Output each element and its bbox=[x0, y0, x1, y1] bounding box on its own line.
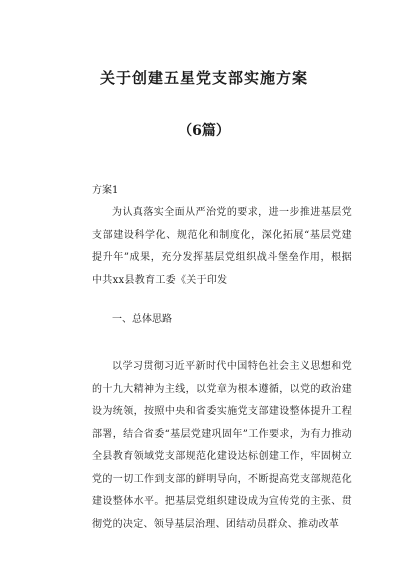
document-subtitle: （6篇） bbox=[178, 123, 230, 139]
document-title: 关于创建五星党支部实施方案 bbox=[99, 69, 308, 87]
section-label: 方案1 bbox=[92, 185, 119, 196]
paragraph-body: 以学习贯彻习近平新时代中国特色社会主义思想和党的十九大精神为主线，以党章为根本遵循，以党的政治建设为统领，按照中央和省委实施党支部建设整体提升工程部署，结合省委“基层党建巩固年”工作要求，为有力推动全县教育领域党支部规范化建设达标创建工作，牢固树立党的一切工作到支部的鲜明导向，不断提高党支部规范化建设整体水平。把基层党组织建设成为宣传党的主张、贯彻党的决定、领导基层治理、团结动员群众、推动改革 bbox=[92, 361, 352, 530]
paragraph-intro: 为认真落实全面从严治党的要求，进一步推进基层党支部建设科学化、规范化和制度化，深化拓展“基层党建提升年”成果，充分发挥基层党组织战斗堡垒作用，根据中共xx县教育工委《关于印发 bbox=[92, 207, 352, 286]
section-heading: 一、总体思路 bbox=[112, 314, 172, 325]
